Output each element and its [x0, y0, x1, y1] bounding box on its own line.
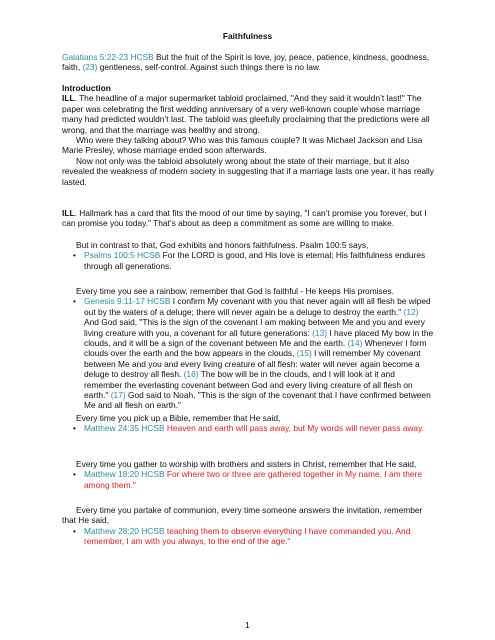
verse-number: (17) — [110, 390, 126, 401]
scripture-text: I have placed My bow in the clouds, and it will be a sign of the covenant between Me and the earth. — [84, 327, 434, 349]
introduction-section — [62, 83, 434, 187]
verse-number: (12) — [403, 306, 419, 317]
illustration-paragraph — [62, 93, 434, 135]
verse-number: (16) — [183, 369, 199, 380]
page-number: 1 — [245, 620, 250, 630]
red-letter-quote: For where two or three are gathered together in My name, I am there among them." — [84, 469, 422, 490]
paragraph: Every time you partake of communion, every time someone answers the invitation, remember that He said, — [62, 505, 423, 526]
verse-number: (13) — [312, 327, 328, 338]
contrast-section — [62, 240, 434, 271]
illustration-label: ILL — [62, 93, 75, 104]
paragraph: Every time you pick up a Bible, remember that He said, — [76, 413, 281, 423]
illustration-label: ILL — [62, 208, 75, 218]
bullet-glyph: • — [73, 250, 76, 261]
communion-section — [62, 505, 434, 547]
bullet-glyph: • — [73, 423, 76, 434]
bullet-item — [62, 469, 434, 490]
key-scripture — [62, 52, 434, 73]
scripture-text: I confirm My covenant with you that never again will all flesh be wiped out by the waters of a deluge; there will never again be a deluge to destroy the earth." — [84, 296, 431, 317]
illustration-2 — [62, 208, 434, 229]
bullet-item — [62, 423, 434, 433]
red-letter-quote: teaching them to observe everything I have commanded you. And remember, I am with you always, to the end of the age." — [84, 525, 411, 547]
red-letter-quote: Heaven and earth will pass away, but My words will never pass away. — [164, 423, 424, 434]
bible-section — [62, 413, 434, 434]
bullet-glyph: • — [73, 296, 76, 307]
scripture-reference: Matthew 24:35 HCSB — [84, 423, 165, 434]
paragraph: Now not only was the tabloid absolutely wrong about the state of their marriage, but it also revealed the weakness of modern society in suggesting that if a marriage lasts one year, it has really lasted. — [62, 155, 434, 187]
scripture-text: I will remember My covenant between Me and you and every living creature of all flesh: water will never again become a deluge to destroy all flesh. — [84, 348, 421, 380]
paragraph-text: . Hallmark has a card that fits the mood of our time by saying, "I can’t promise you forever, but I can promise you today." That’s about as deep a commitment as some are willing to make. — [62, 208, 427, 229]
paragraph: Who were they talking about? Who was this famous couple? It was Michael Jackson and Lisa Marie Presley, whose marriage ended soon afterwards. — [62, 135, 423, 156]
bullet-item — [62, 250, 434, 271]
scripture-reference: Psalms 100:5 HCSB — [84, 250, 161, 261]
scripture-reference: Matthew 28:20 HCSB — [84, 525, 165, 536]
bullet-item — [62, 526, 434, 547]
scripture-reference: Genesis 9:11-17 HCSB — [84, 296, 171, 307]
scripture-text: But the fruit of the Spirit is love, joy, peace, patience, kindness, goodness, faith, — [62, 52, 430, 73]
page-title: Faithfulness — [222, 31, 273, 41]
paragraph: Every time you gather to worship with brothers and sisters in Christ, remember that He said, — [76, 459, 417, 469]
scripture-text: gentleness, self-control. Against such things there is no law. — [97, 62, 321, 73]
verse-number: (15) — [296, 348, 312, 359]
introduction-heading: Introduction — [62, 83, 111, 93]
verse-number: (14) — [347, 338, 363, 349]
paragraph: Every time you see a rainbow, remember that God is faithful - He keeps His promises. — [76, 286, 394, 296]
scripture-text: For the LORD is good, and His love is eternal; His faithfulness endures through all generations. — [84, 250, 426, 271]
scripture-reference: Matthew 18:20 HCSB — [84, 469, 165, 480]
paragraph: But in contrast to that, God exhibits and honors faithfulness. Psalm 100:5 says, — [76, 240, 369, 250]
scripture-text: God said to Noah, "This is the sign of the covenant that I have confirmed between Me and all flesh on earth." — [84, 390, 431, 411]
paragraph-text: . The headline of a major supermarket tabloid proclaimed, "And they said it wouldn’t last!" The paper was celebrating the first wedding anniversary of a very well-known couple whose marriage many had predicted wouldn’t last. The tabloid was gleefully proclaiming that the predictions were all wrong, and that the marriage was healthy and strong. — [62, 93, 430, 135]
bullet-glyph: • — [73, 469, 76, 480]
scripture-reference: Galatians 5:22-23 HCSB — [62, 52, 154, 62]
bullet-glyph: • — [73, 525, 76, 536]
key-scripture-paragraph — [62, 52, 434, 73]
worship-section — [62, 459, 434, 490]
bullet-item — [62, 296, 434, 410]
scripture-text: And God said, "This is the sign of the covenant I am making between Me and you and every living creature with you, a covenant for all future generations: — [84, 317, 425, 338]
scripture-text: Whenever I form clouds over the earth and the bow appears in the clouds, — [84, 338, 427, 359]
scripture-text: The bow will be in the clouds, and I will look at it and remember the everlasting covenant between God and every living creature of all flesh on earth." — [84, 369, 413, 401]
rainbow-section — [62, 286, 434, 411]
illustration-paragraph — [62, 208, 434, 229]
verse-number: (23) — [82, 62, 98, 73]
